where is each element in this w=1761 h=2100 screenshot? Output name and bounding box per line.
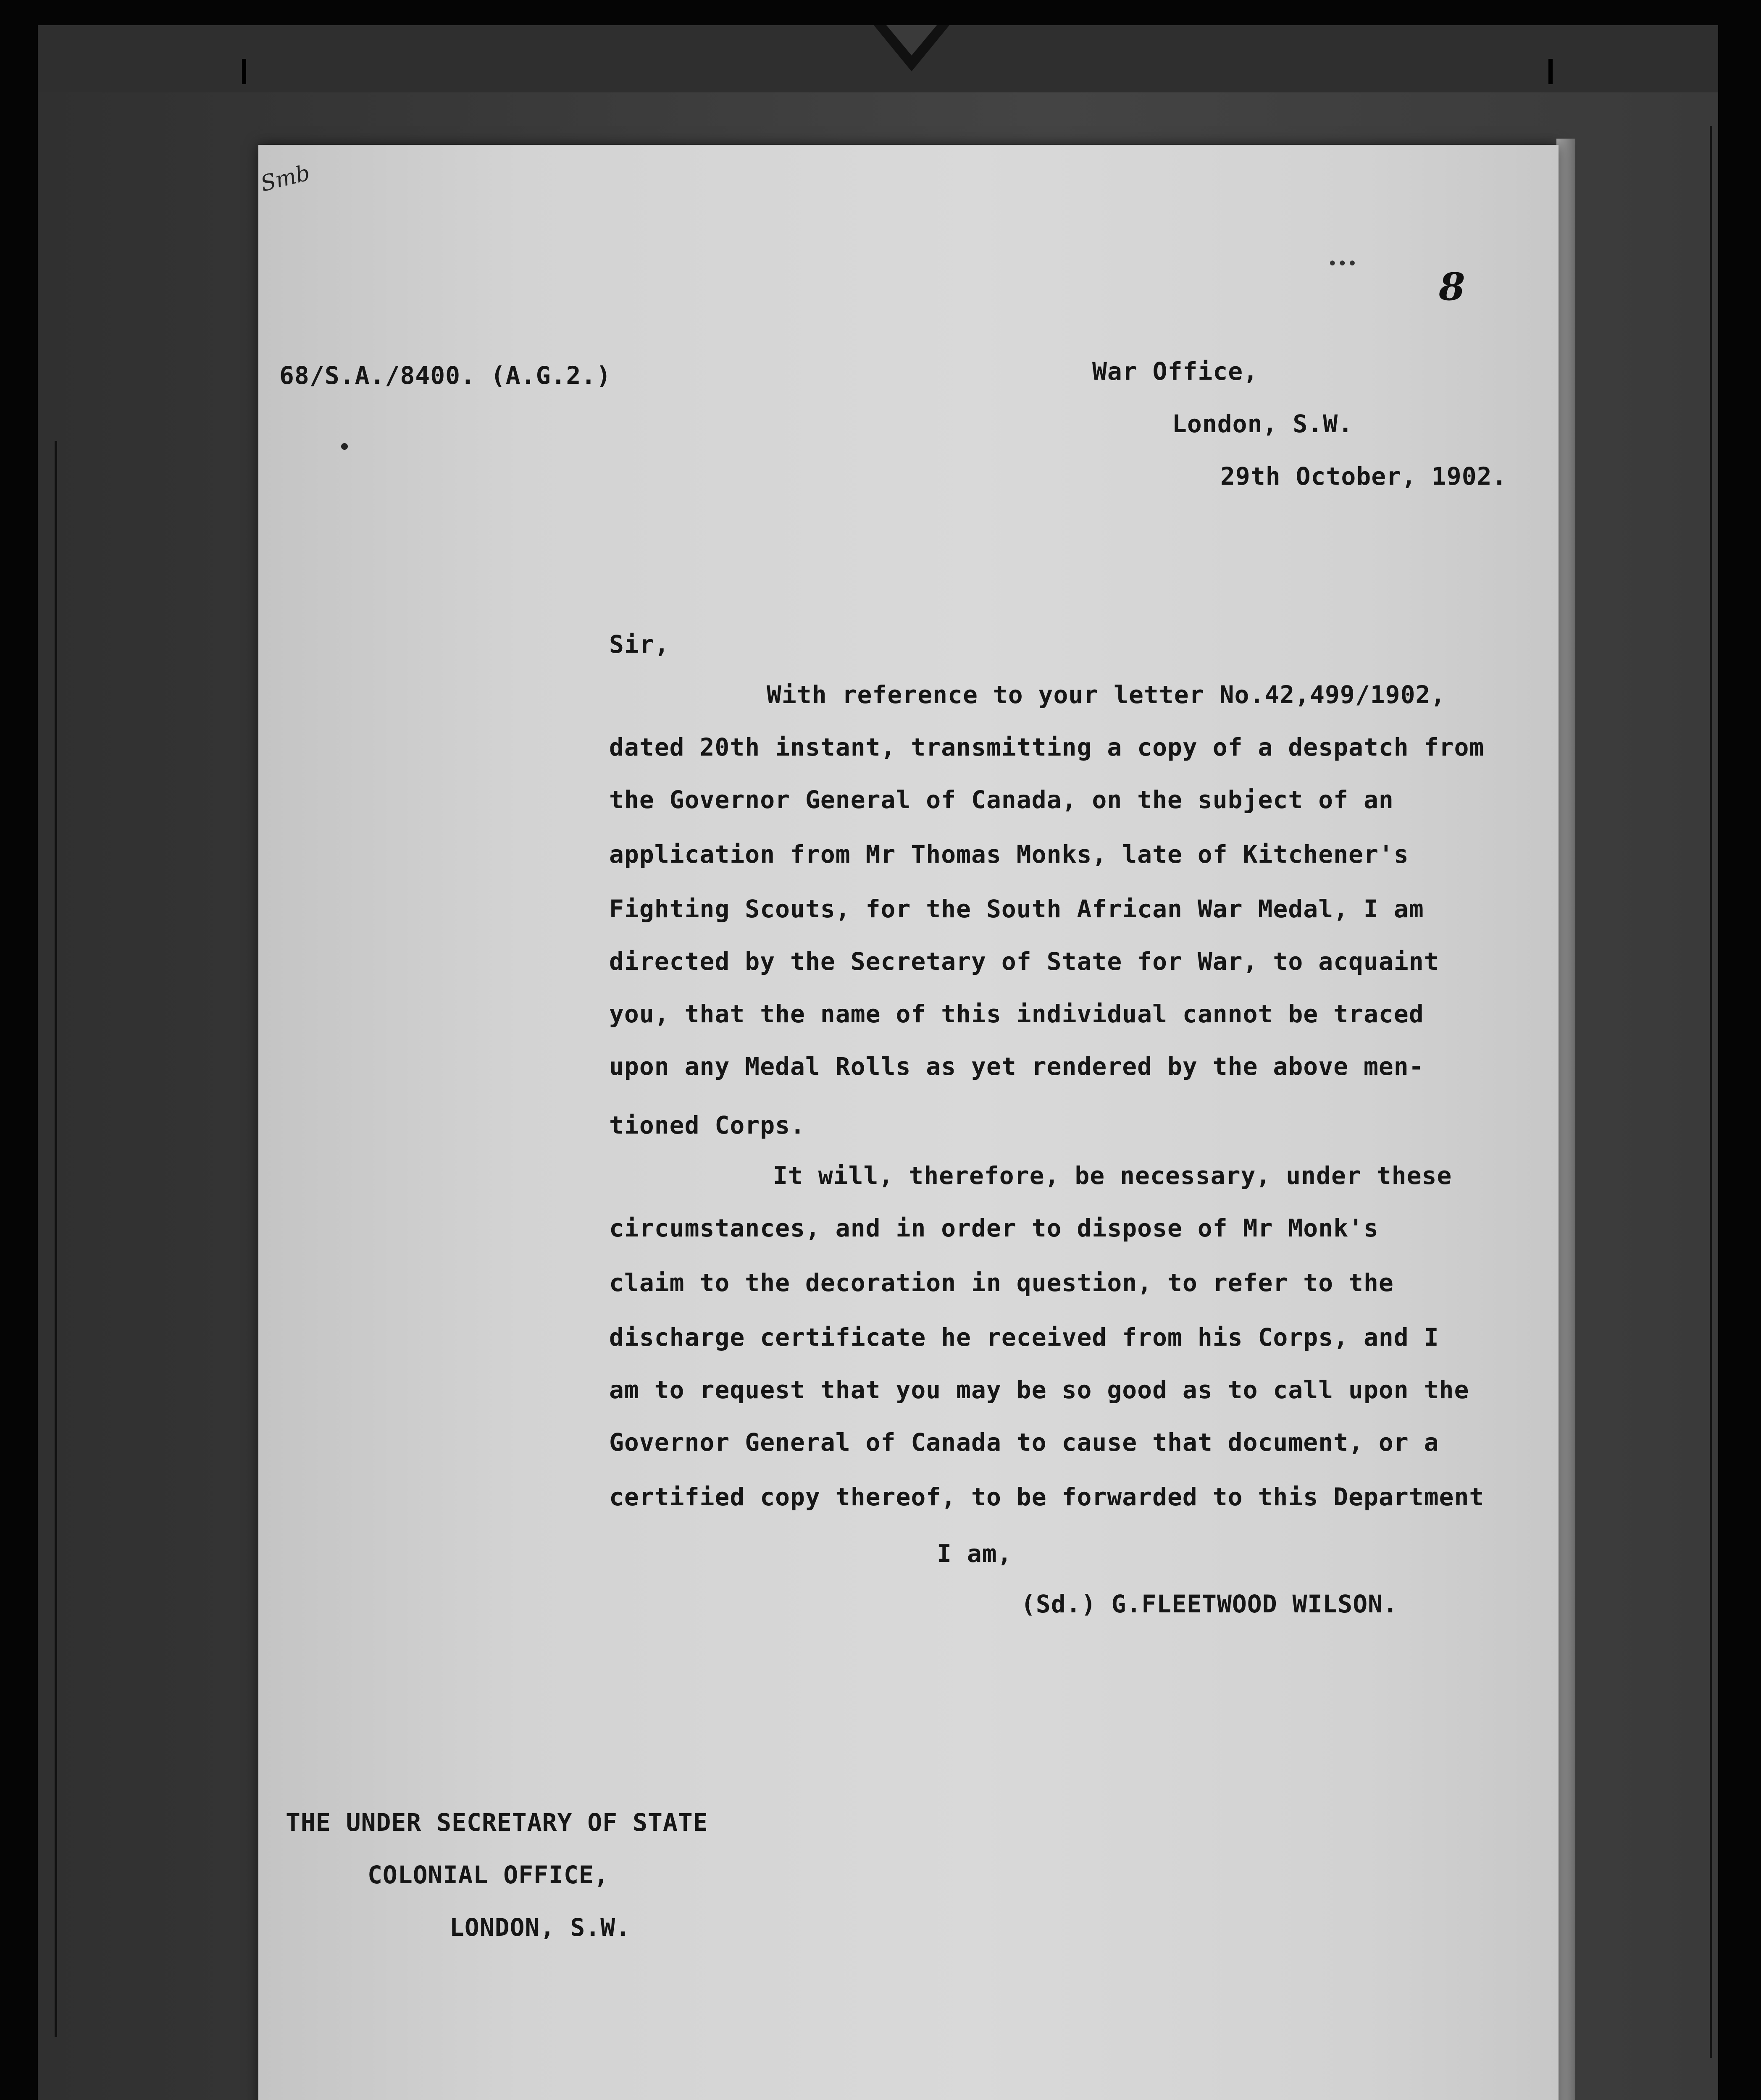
body-line: am to request that you may be so good as to call upon the	[609, 1376, 1469, 1404]
body-line: claim to the decoration in question, to refer to the	[609, 1268, 1394, 1297]
recipient-line: COLONIAL OFFICE,	[368, 1861, 609, 1889]
body-line: application from Mr Thomas Monks, late of Kitchener's	[609, 840, 1409, 869]
body-line: discharge certificate he received from his Corps, and I	[609, 1323, 1439, 1352]
sender-office: War Office,	[1092, 357, 1259, 386]
closing: I am,	[937, 1539, 1012, 1568]
reference-number: 68/S.A./8400. (A.G.2.)	[279, 361, 612, 390]
recipient-line: LONDON, S.W.	[449, 1913, 631, 1942]
handwritten-note: Smb	[258, 160, 313, 197]
body-line: dated 20th instant, transmitting a copy of a despatch from	[609, 733, 1485, 761]
ink-dot	[341, 443, 348, 450]
page-edge	[1556, 139, 1575, 2100]
signature: (Sd.) G.FLEETWOOD WILSON.	[1021, 1590, 1398, 1618]
film-rail-right	[1710, 126, 1712, 2058]
recipient-line: THE UNDER SECRETARY OF STATE	[286, 1808, 708, 1837]
body-line: tioned Corps.	[609, 1111, 805, 1139]
letter-page	[258, 145, 1559, 2100]
body-line: Governor General of Canada to cause that document, or a	[609, 1428, 1439, 1457]
body-line: certified copy thereof, to be forwarded to this Department	[609, 1483, 1485, 1511]
body-line: upon any Medal Rolls as yet rendered by the above men-	[609, 1052, 1424, 1081]
body-line: the Governor General of Canada, on the subject of an	[609, 785, 1394, 814]
body-line: circumstances, and in order to dispose of Mr Monk's	[609, 1214, 1379, 1242]
salutation: Sir,	[609, 630, 670, 659]
body-line: It will, therefore, be necessary, under these	[773, 1161, 1452, 1190]
page-number: 8	[1439, 265, 1465, 309]
register-mark-left	[242, 59, 246, 84]
sender-city: London, S.W.	[1172, 410, 1354, 438]
film-rail-left	[55, 441, 57, 2037]
register-mark-right	[1548, 59, 1553, 84]
body-line: directed by the Secretary of State for War, to acquaint	[609, 947, 1439, 976]
body-line: With reference to your letter No.42,499/1902,	[767, 680, 1446, 709]
letter-date: 29th October, 1902.	[1220, 462, 1507, 491]
frame-notch-inner	[886, 25, 937, 55]
body-line: you, that the name of this individual cannot be traced	[609, 1000, 1424, 1028]
body-line: Fighting Scouts, for the South African War Medal, I am	[609, 895, 1424, 923]
page-dots: •••	[1327, 254, 1357, 273]
